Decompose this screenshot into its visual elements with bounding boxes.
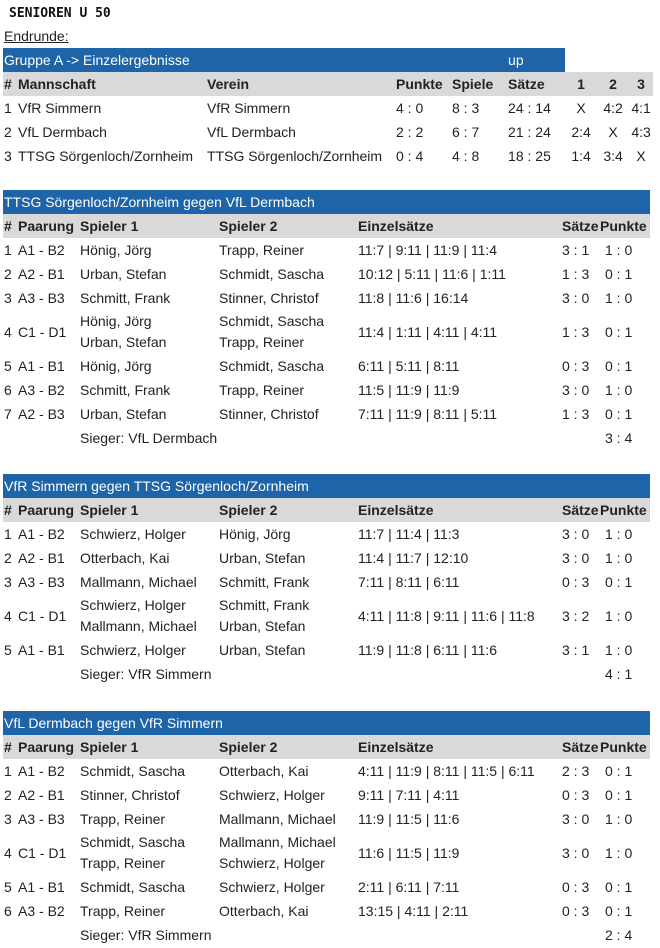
standings-games: 4 : 8 — [452, 148, 480, 164]
standings-club: VfL Dermbach — [207, 124, 296, 140]
game-number: 1 — [4, 526, 12, 542]
player-2-line-1: Mallmann, Michael — [219, 834, 336, 850]
player-2-line-2: Urban, Stefan — [219, 618, 306, 634]
pairing: A3 - B3 — [18, 811, 65, 827]
sets: 3 : 0 — [562, 382, 590, 398]
player-2 — [218, 594, 357, 638]
game-row — [3, 783, 650, 807]
match-header-row — [3, 214, 650, 238]
col-punkte: Punkte — [599, 735, 650, 759]
sets: 0 : 3 — [562, 903, 590, 919]
col-spieler-1: Spieler 1 — [79, 735, 218, 759]
player-1: Urban, Stefan — [80, 266, 167, 282]
col-3: 3 — [629, 72, 653, 96]
player-1: Trapp, Reiner — [80, 811, 166, 827]
sets: 3 : 2 — [562, 607, 590, 624]
sets: 1 : 3 — [562, 266, 590, 282]
standings-sets: 21 : 24 — [508, 124, 551, 140]
pairing: C1 - D1 — [18, 607, 67, 624]
standings-games: 6 : 7 — [452, 124, 480, 140]
match-total: 3 : 4 — [605, 430, 633, 446]
pairing: A2 - B1 — [18, 266, 65, 282]
sets: 3 : 0 — [562, 550, 590, 566]
col-rank: # — [3, 498, 17, 522]
match-header-row — [3, 498, 650, 522]
group-title-row — [3, 48, 653, 72]
game-row — [3, 310, 650, 354]
game-number: 3 — [4, 811, 12, 827]
col-spiele: Spiele — [451, 72, 507, 96]
set-scores: 11:9 | 11:5 | 11:6 — [358, 811, 460, 827]
pairing: A2 - B3 — [18, 406, 65, 422]
set-scores: 11:7 | 11:4 | 11:3 — [358, 526, 460, 542]
col-2: 2 — [597, 72, 629, 96]
set-scores: 7:11 | 8:11 | 6:11 — [358, 574, 460, 590]
player-1: Schmidt, Sascha — [80, 763, 186, 779]
standings-row — [3, 120, 653, 144]
pairing: A3 - B2 — [18, 903, 65, 919]
winner-row — [3, 426, 650, 450]
points: 0 : 1 — [605, 763, 633, 779]
sets: 3 : 0 — [562, 811, 590, 827]
standings-vs-1: 2:4 — [571, 124, 591, 140]
game-number: 3 — [4, 290, 12, 306]
player-2: Schwierz, Holger — [219, 787, 325, 803]
col-spieler-1: Spieler 1 — [79, 214, 218, 238]
game-number: 5 — [4, 642, 12, 658]
standings-sets: 24 : 14 — [508, 100, 551, 116]
game-row — [3, 238, 650, 262]
standings-vs-2: 4:2 — [603, 100, 623, 116]
match-title-row — [3, 190, 650, 214]
col-saetze: Sätze — [561, 498, 599, 522]
player-2: Trapp, Reiner — [219, 242, 305, 258]
player-1: Schmitt, Frank — [80, 290, 171, 306]
standings-points: 4 : 0 — [396, 100, 424, 116]
page-header — [0, 0, 660, 30]
set-scores: 6:11 | 5:11 | 8:11 — [358, 358, 460, 374]
set-scores: 9:11 | 7:11 | 4:11 — [358, 787, 460, 803]
set-scores: 11:7 | 9:11 | 11:9 | 11:4 — [358, 242, 498, 258]
points: 1 : 0 — [605, 844, 633, 861]
game-row — [3, 354, 650, 378]
page-title: SENIOREN U 50 — [9, 6, 111, 21]
player-1 — [79, 310, 218, 354]
player-1-line-2: Urban, Stefan — [80, 334, 167, 350]
col-punkte: Punkte — [599, 214, 650, 238]
player-2: Hönig, Jörg — [219, 526, 291, 542]
player-2: Otterbach, Kai — [219, 903, 309, 919]
set-scores: 11:6 | 11:5 | 11:9 — [358, 844, 460, 861]
pairing: A1 - B1 — [18, 358, 65, 374]
sets: 2 : 3 — [562, 763, 590, 779]
game-number: 7 — [4, 406, 12, 422]
standings-points: 0 : 4 — [396, 148, 424, 164]
set-scores: 11:8 | 11:6 | 16:14 — [358, 290, 469, 306]
standings-sets: 18 : 25 — [508, 148, 551, 164]
points: 1 : 0 — [605, 290, 633, 306]
group-header-row — [3, 72, 653, 96]
pairing: A1 - B1 — [18, 879, 65, 895]
col-1: 1 — [565, 72, 597, 96]
points: 1 : 0 — [605, 642, 633, 658]
col-rank: # — [3, 735, 17, 759]
player-2 — [218, 831, 357, 875]
player-2: Schmitt, Frank — [219, 574, 310, 590]
standings-rank: 3 — [4, 148, 12, 164]
standings-vs-2: X — [608, 124, 618, 140]
player-2: Schwierz, Holger — [219, 879, 325, 895]
sets: 1 : 3 — [562, 323, 590, 340]
standings-vs-2: 3:4 — [603, 148, 623, 164]
stage-label: Endrunde: — [4, 28, 69, 44]
standings-row — [3, 96, 653, 120]
set-scores: 4:11 | 11:9 | 8:11 | 11:5 | 6:11 — [358, 763, 535, 779]
set-scores: 2:11 | 6:11 | 7:11 — [358, 879, 460, 895]
player-2-line-2: Schwierz, Holger — [219, 855, 325, 871]
player-1: Schmidt, Sascha — [80, 879, 186, 895]
winner-row — [3, 662, 650, 686]
points: 0 : 1 — [605, 903, 633, 919]
game-number: 2 — [4, 266, 12, 282]
sets: 1 : 3 — [562, 406, 590, 422]
match-title: VfR Simmern gegen TTSG Sörgenloch/Zornheim — [3, 474, 650, 498]
pairing: A1 - B2 — [18, 526, 65, 542]
game-row — [3, 286, 650, 310]
standings-rank: 2 — [4, 124, 12, 140]
sets: 0 : 3 — [562, 358, 590, 374]
player-1: Otterbach, Kai — [80, 550, 170, 566]
col-einzelsaetze: Einzelsätze — [357, 498, 561, 522]
standings-vs-1: 1:4 — [571, 148, 591, 164]
standings-games: 8 : 3 — [452, 100, 480, 116]
player-1-line-2: Trapp, Reiner — [80, 855, 166, 871]
player-2 — [218, 310, 357, 354]
game-number: 5 — [4, 358, 12, 374]
col-punkte: Punkte — [395, 72, 451, 96]
pairing: A1 - B1 — [18, 642, 65, 658]
game-row — [3, 594, 650, 638]
game-row — [3, 831, 650, 875]
sets: 3 : 1 — [562, 642, 590, 658]
game-number: 4 — [4, 323, 12, 340]
points: 1 : 0 — [605, 242, 633, 258]
match-table — [3, 474, 650, 686]
match-total: 2 : 4 — [605, 927, 633, 943]
standings-row — [3, 144, 653, 168]
points: 0 : 1 — [605, 358, 633, 374]
game-row — [3, 807, 650, 831]
player-1: Urban, Stefan — [80, 406, 167, 422]
player-1-line-2: Mallmann, Michael — [80, 618, 197, 634]
winner-label: Sieger: VfR Simmern — [80, 666, 212, 682]
player-1: Mallmann, Michael — [80, 574, 197, 590]
col-mannschaft: Mannschaft — [17, 72, 206, 96]
col-saetze: Sätze — [561, 214, 599, 238]
points: 1 : 0 — [605, 382, 633, 398]
set-scores: 11:5 | 11:9 | 11:9 — [358, 382, 460, 398]
winner-label: Sieger: VfR Simmern — [80, 927, 212, 943]
player-1 — [79, 831, 218, 875]
player-2: Otterbach, Kai — [219, 763, 309, 779]
pairing: C1 - D1 — [18, 844, 67, 861]
col-rank: # — [3, 214, 17, 238]
match-table — [3, 711, 650, 947]
group-title: Gruppe A -> Einzelergebnisse — [3, 48, 507, 72]
player-1: Trapp, Reiner — [80, 903, 166, 919]
game-row — [3, 899, 650, 923]
standings-club: VfR Simmern — [207, 100, 291, 116]
game-row — [3, 570, 650, 594]
set-scores: 13:15 | 4:11 | 2:11 — [358, 903, 469, 919]
standings-team: VfR Simmern — [18, 100, 102, 116]
player-2: Stinner, Christof — [219, 290, 319, 306]
standings-team: VfL Dermbach — [18, 124, 107, 140]
set-scores: 10:12 | 5:11 | 11:6 | 1:11 — [358, 266, 506, 282]
match-title: VfL Dermbach gegen VfR Simmern — [3, 711, 650, 735]
game-number: 4 — [4, 607, 12, 624]
player-1: Hönig, Jörg — [80, 358, 152, 374]
points: 1 : 0 — [605, 811, 633, 827]
pairing: A2 - B1 — [18, 787, 65, 803]
col-spieler-1: Spieler 1 — [79, 498, 218, 522]
player-1: Schmitt, Frank — [80, 382, 171, 398]
sets: 0 : 3 — [562, 879, 590, 895]
col-paarung: Paarung — [17, 735, 79, 759]
game-number: 1 — [4, 242, 12, 258]
player-1-line-1: Hönig, Jörg — [80, 313, 152, 329]
sets: 3 : 0 — [562, 290, 590, 306]
player-2: Schmidt, Sascha — [219, 358, 325, 374]
pairing: A1 - B2 — [18, 763, 65, 779]
match-header-row — [3, 735, 650, 759]
standings-vs-1: X — [576, 100, 586, 116]
match-title-row — [3, 474, 650, 498]
points: 1 : 0 — [605, 550, 633, 566]
standings-vs-3: 4:1 — [631, 100, 651, 116]
player-2: Mallmann, Michael — [219, 811, 336, 827]
points: 0 : 1 — [605, 406, 633, 422]
standings-vs-3: X — [636, 148, 646, 164]
match-title: TTSG Sörgenloch/Zornheim gegen VfL Dermbach — [3, 190, 650, 214]
col-saetze: Sätze — [561, 735, 599, 759]
player-1-line-1: Schwierz, Holger — [80, 597, 186, 613]
player-1-line-1: Schmidt, Sascha — [80, 834, 186, 850]
match-total: 4 : 1 — [605, 666, 633, 682]
game-number: 5 — [4, 879, 12, 895]
col-einzelsaetze: Einzelsätze — [357, 214, 561, 238]
set-scores: 11:4 | 11:7 | 12:10 — [358, 550, 469, 566]
player-1: Hönig, Jörg — [80, 242, 152, 258]
player-1: Schwierz, Holger — [80, 526, 186, 542]
game-row — [3, 402, 650, 426]
player-2-line-1: Schmidt, Sascha — [219, 313, 325, 329]
col-paarung: Paarung — [17, 214, 79, 238]
pairing: A2 - B1 — [18, 550, 65, 566]
player-2: Trapp, Reiner — [219, 382, 305, 398]
points: 0 : 1 — [605, 266, 633, 282]
col-spieler-2: Spieler 2 — [218, 214, 357, 238]
col-paarung: Paarung — [17, 498, 79, 522]
set-scores: 11:4 | 1:11 | 4:11 | 4:11 — [358, 323, 498, 340]
game-row — [3, 378, 650, 402]
col-rank: # — [3, 72, 17, 96]
player-2: Stinner, Christof — [219, 406, 319, 422]
set-scores: 11:9 | 11:8 | 6:11 | 11:6 — [358, 642, 498, 658]
player-2-line-1: Schmitt, Frank — [219, 597, 310, 613]
player-2-line-2: Trapp, Reiner — [219, 334, 305, 350]
game-number: 3 — [4, 574, 12, 590]
game-row — [3, 875, 650, 899]
pairing: A3 - B3 — [18, 574, 65, 590]
game-number: 6 — [4, 903, 12, 919]
set-scores: 7:11 | 11:9 | 8:11 | 5:11 — [358, 406, 498, 422]
standings-rank: 1 — [4, 100, 12, 116]
col-saetze: Sätze — [507, 72, 565, 96]
col-spieler-2: Spieler 2 — [218, 735, 357, 759]
player-1 — [79, 594, 218, 638]
player-1: Stinner, Christof — [80, 787, 180, 803]
game-row — [3, 262, 650, 286]
player-2: Urban, Stefan — [219, 550, 306, 566]
pairing: A3 - B2 — [18, 382, 65, 398]
set-scores: 4:11 | 11:8 | 9:11 | 11:6 | 11:8 — [358, 607, 535, 624]
game-number: 1 — [4, 763, 12, 779]
col-einzelsaetze: Einzelsätze — [357, 735, 561, 759]
points: 0 : 1 — [605, 879, 633, 895]
match-table — [3, 190, 650, 450]
player-2: Schmidt, Sascha — [219, 266, 325, 282]
points: 1 : 0 — [605, 526, 633, 542]
game-number: 2 — [4, 787, 12, 803]
sets: 3 : 0 — [562, 526, 590, 542]
col-verein: Verein — [206, 72, 395, 96]
points: 0 : 1 — [605, 787, 633, 803]
group-table — [3, 48, 653, 168]
sets: 0 : 3 — [562, 787, 590, 803]
up-link[interactable]: up — [507, 48, 565, 72]
col-spieler-2: Spieler 2 — [218, 498, 357, 522]
game-number: 2 — [4, 550, 12, 566]
sets: 3 : 0 — [562, 844, 590, 861]
col-punkte: Punkte — [599, 498, 650, 522]
game-row — [3, 759, 650, 783]
points: 0 : 1 — [605, 574, 633, 590]
standings-points: 2 : 2 — [396, 124, 424, 140]
game-number: 6 — [4, 382, 12, 398]
player-1: Schwierz, Holger — [80, 642, 186, 658]
standings-team: TTSG Sörgenloch/Zornheim — [18, 148, 194, 164]
standings-vs-3: 4:3 — [631, 124, 651, 140]
points: 1 : 0 — [605, 607, 633, 624]
pairing: A3 - B3 — [18, 290, 65, 306]
winner-row — [3, 923, 650, 947]
winner-label: Sieger: VfL Dermbach — [80, 430, 218, 446]
pairing: C1 - D1 — [18, 323, 67, 340]
points: 0 : 1 — [605, 323, 633, 340]
game-row — [3, 522, 650, 546]
game-row — [3, 638, 650, 662]
game-row — [3, 546, 650, 570]
standings-club: TTSG Sörgenloch/Zornheim — [207, 148, 383, 164]
pairing: A1 - B2 — [18, 242, 65, 258]
game-number: 4 — [4, 844, 12, 861]
player-2: Urban, Stefan — [219, 642, 306, 658]
sets: 3 : 1 — [562, 242, 590, 258]
sets: 0 : 3 — [562, 574, 590, 590]
match-title-row — [3, 711, 650, 735]
